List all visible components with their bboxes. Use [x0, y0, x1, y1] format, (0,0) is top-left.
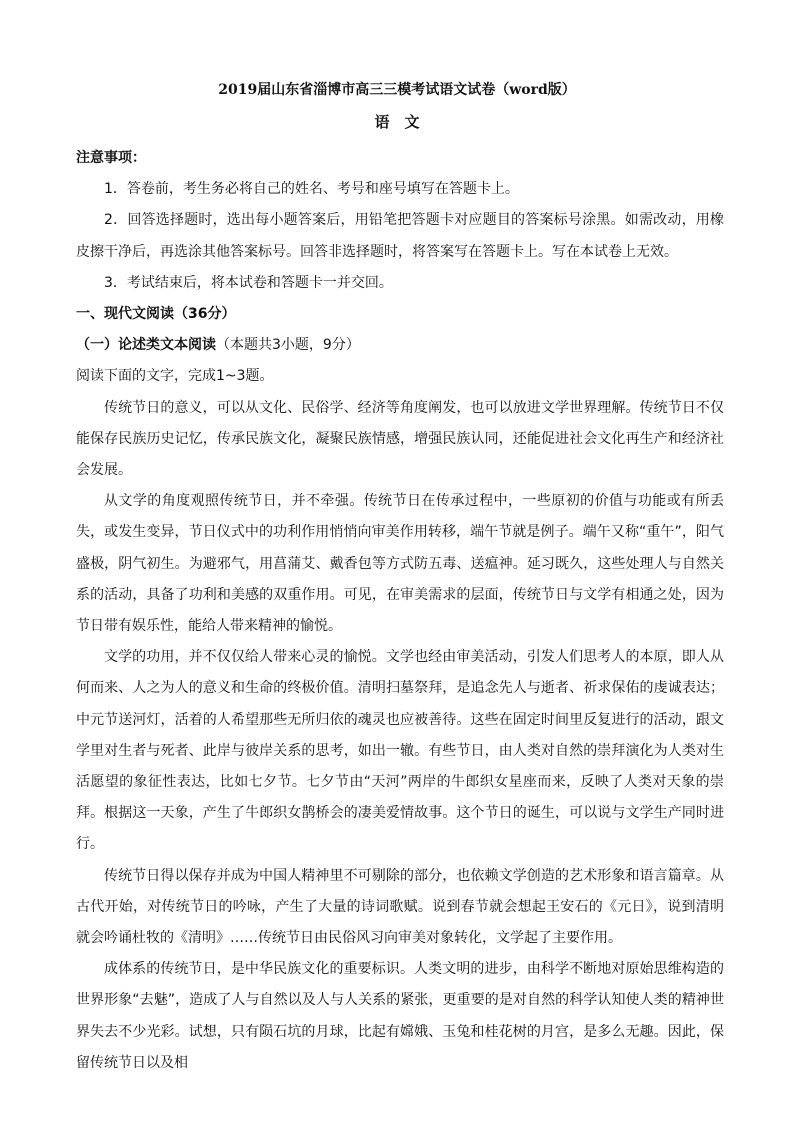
subheading-note: （本题共3小题，9分） — [216, 337, 360, 354]
subject-heading: 语 文 — [374, 113, 420, 131]
notice-item-1: 1．答卷前，考生务必将自己的姓名、考号和座号填写在答题卡上。 — [104, 181, 519, 198]
subheading-title: （一）论述类文本阅读 — [76, 337, 216, 354]
notice-item-2: 2．回答选择题时，选出每小题答案后，用铅笔把答题卡对应题目的答案标号涂黑。如需改动，用橡皮擦干净后，再选涂其他答案标号。回答非选择题时，将答案写在答题卡上。写在本试卷上无效。 — [76, 212, 724, 260]
passage-paragraph-4: 传统节日得以保存并成为中国人精神里不可剔除的部分，也依赖文学创造的艺术形象和语言篇章。从古代开始，对传统节日的吟咏，产生了大量的诗词歌赋。说到春节就会想起王安石的《元日》，说到清明就会吟诵杜牧的《清明》……传统节日由民俗风习向审美对象转化，文学起了主要作用。 — [76, 867, 724, 947]
passage-paragraph-2: 从文学的角度观照传统节日，并不牵强。传统节日在传承过程中，一些原初的价值与功能或有所丢失，或发生变异，节日仪式中的功利作用悄悄向审美作用转移，端午节就是例子。端午又称“重午”，阳气盛极，阴气初生。为避邪气，用菖蒲艾、戴香包等方式防五毒、送瘟神。延习既久，这些处理人与自然关系的活动，具备了功利和美感的双重作用。可见，在审美需求的层面，传统节日与文学有相通之处，因为节日带有娱乐性，能给人带来精神的愉悦。 — [76, 493, 724, 635]
notice-item-3: 3．考试结束后，将本试卷和答题卡一并交回。 — [104, 274, 393, 291]
passage-paragraph-3: 文学的功用，并不仅仅给人带来心灵的愉悦。文学也经由审美活动，引发人们思考人的本原，即人从何而来、人之为人的意义和生命的终极价值。清明扫墓祭拜，是追念先人与逝者、祈求保佑的虔诚表达；中元节送河灯，活着的人希望那些无所归依的魂灵也应被善待。这些在固定时间里反复进行的活动，跟文学里对生者与死者、此岸与彼岸关系的思考，如出一辙。有些节日，由人类对自然的崇拜演化为人类对生活愿望的象征性表达，比如七夕节。七夕节由“天河”两岸的牛郎织女星座而来，反映了人类对天象的崇拜。根据这一天象，产生了牛郎织女鹊桥会的凄美爱情故事。这个节日的诞生，可以说与文学生产同时进行。 — [76, 649, 724, 853]
section-subheading — [76, 330, 724, 361]
exam-body — [76, 143, 724, 1079]
section-heading: 一、现代文阅读（36分） — [76, 306, 236, 323]
exam-title: 2019届山东省淄博市高三三模考试语文试卷（word版） — [218, 82, 576, 98]
notice-heading: 注意事项： — [76, 150, 146, 166]
passage-paragraph-1: 传统节日的意义，可以从文化、民俗学、经济等角度阐发，也可以放进文学世界理解。传统节日不仅能保存民族历史记忆，传承民族文化，凝聚民族情感，增强民族认同，还能促进社会文化再生产和经济社会发展。 — [76, 399, 724, 479]
passage-paragraph-5: 成体系的传统节日，是中华民族文化的重要标识。人类文明的进步，由科学不断地对原始思维构造的世界形象“去魅”，造成了人与自然以及人与人关系的紧张，更重要的是对自然的科学认知使人类的精神世界失去不少光彩。试想，只有陨石坑的月球，比起有嫦娥、玉兔和桂花树的月宫，是多么无趣。因此，保留传统节日以及相 — [76, 961, 724, 1071]
reading-instruction: 阅读下面的文字，完成1~3题。 — [76, 368, 274, 385]
